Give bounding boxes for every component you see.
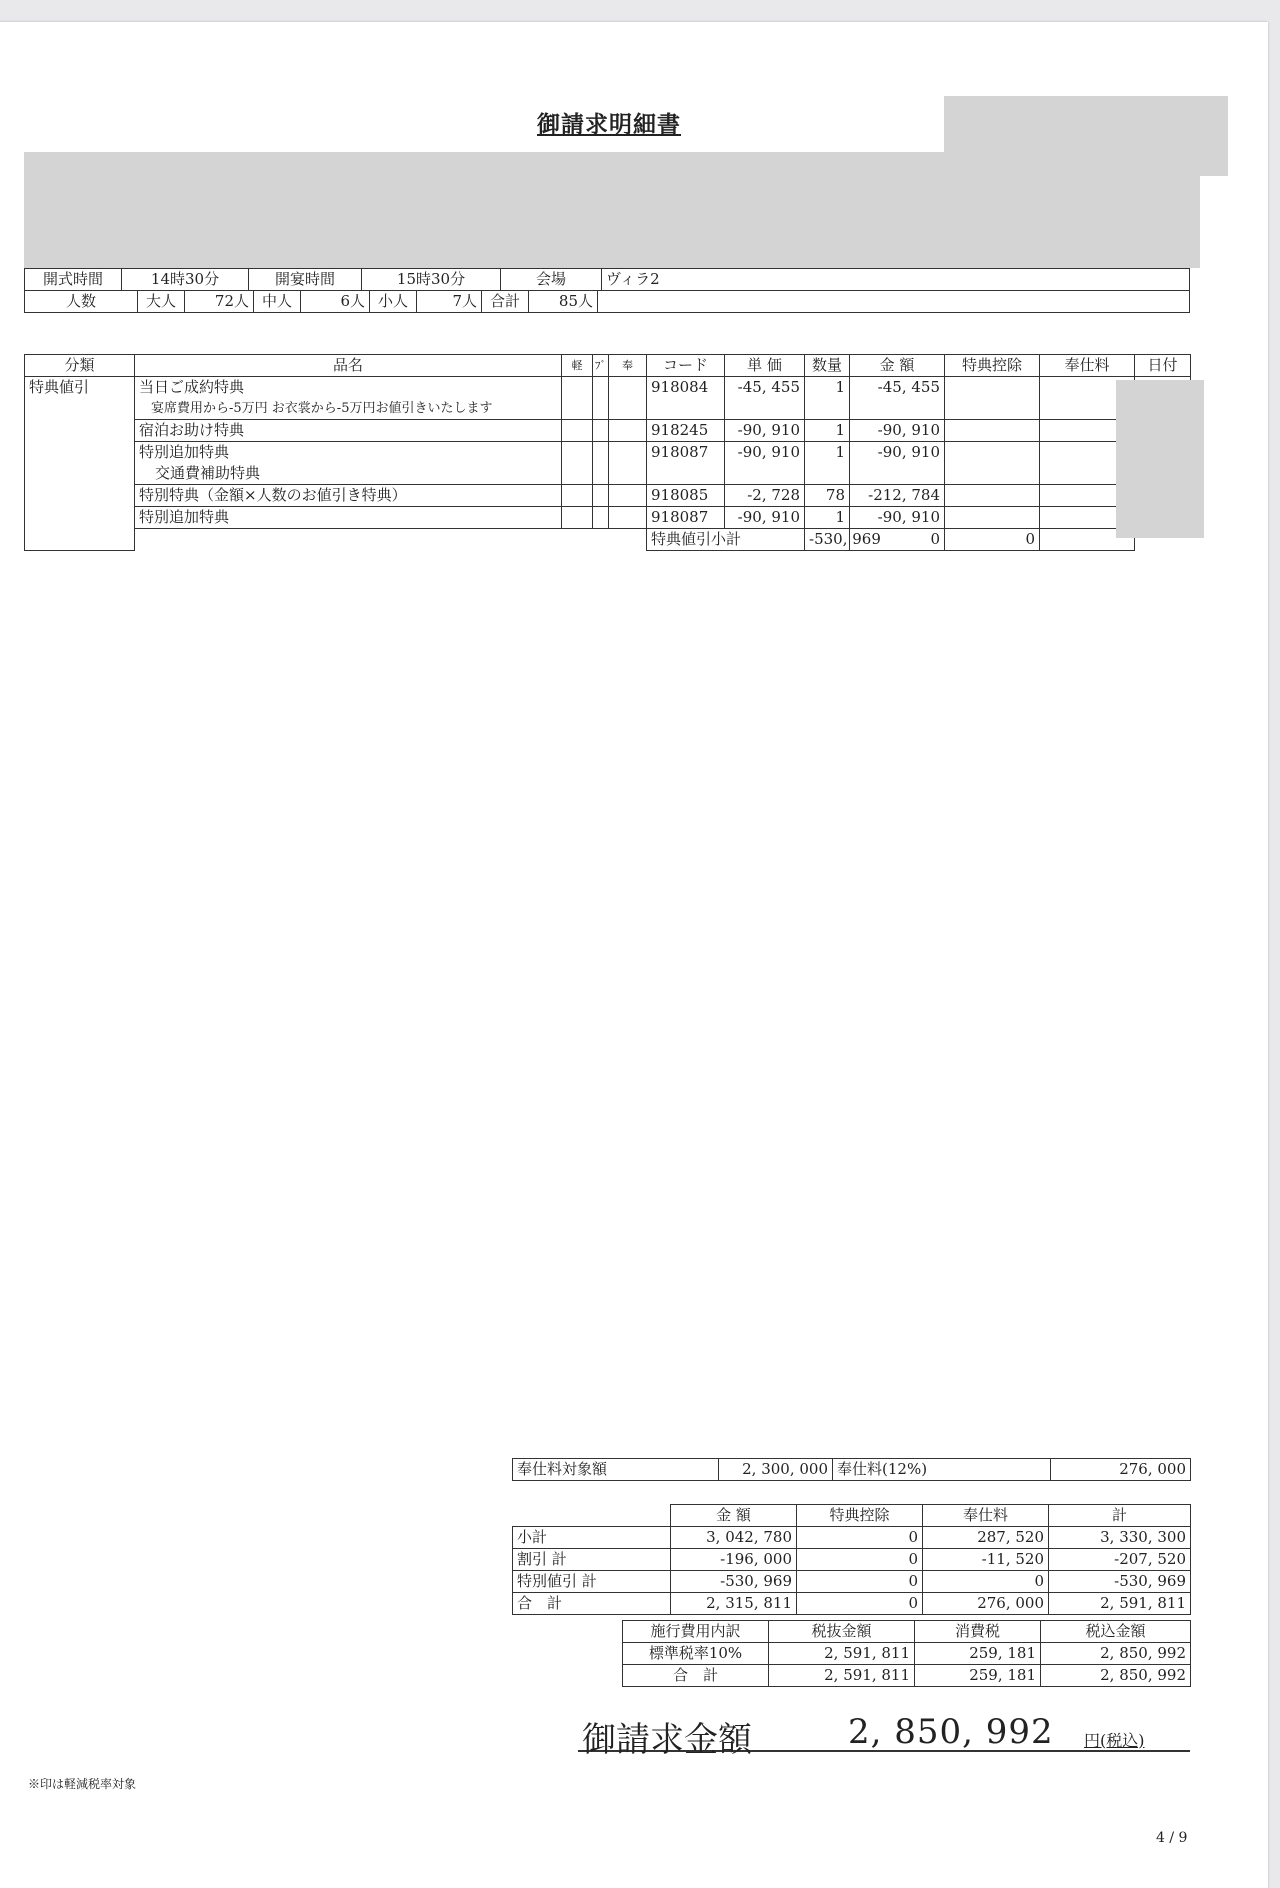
table-row bbox=[25, 485, 1191, 507]
table-row bbox=[513, 1571, 1191, 1593]
item-name: 特別特典（金額×人数のお値引き特典） bbox=[135, 485, 562, 507]
item-qty: 78 bbox=[805, 485, 850, 507]
item-qty: 1 bbox=[805, 507, 850, 529]
people-label: 人数 bbox=[25, 291, 138, 313]
summary-label: 特別値引 計 bbox=[513, 1571, 671, 1593]
item-price: -90, 910 bbox=[725, 442, 805, 485]
middle-label: 中人 bbox=[254, 291, 301, 313]
tax-header-row bbox=[623, 1621, 1191, 1643]
header-date: 日付 bbox=[1135, 355, 1191, 377]
summary-header-service: 奉仕料 bbox=[923, 1505, 1049, 1527]
summary-total: 3, 330, 300 bbox=[1049, 1527, 1191, 1549]
start-time-value: 14時30分 bbox=[122, 269, 249, 291]
table-row bbox=[513, 1549, 1191, 1571]
service-base-value: 2, 300, 000 bbox=[719, 1459, 833, 1481]
summary-label: 小計 bbox=[513, 1527, 671, 1549]
item-price: -90, 910 bbox=[725, 420, 805, 442]
summary-label: 割引 計 bbox=[513, 1549, 671, 1571]
document-title: 御請求明細書 bbox=[537, 111, 681, 138]
subtotal-service: 0 bbox=[945, 529, 1040, 551]
summary-service: 287, 520 bbox=[923, 1527, 1049, 1549]
summary-service: 0 bbox=[923, 1571, 1049, 1593]
item-amount: -90, 910 bbox=[850, 442, 945, 485]
redacted-area bbox=[24, 152, 944, 268]
item-price: -2, 728 bbox=[725, 485, 805, 507]
item-code: 918087 bbox=[647, 507, 725, 529]
summary-table bbox=[512, 1504, 1191, 1615]
header-special: 特典控除 bbox=[945, 355, 1040, 377]
summary-special: 0 bbox=[797, 1571, 923, 1593]
subtotal-label: 特典値引小計 bbox=[647, 529, 805, 551]
grand-total bbox=[578, 1712, 1190, 1760]
people-count-table bbox=[24, 290, 1190, 313]
summary-header-special: 特典控除 bbox=[797, 1505, 923, 1527]
venue-value: ヴィラ2 bbox=[602, 269, 1190, 291]
table-row bbox=[513, 1593, 1191, 1615]
item-qty: 1 bbox=[805, 377, 850, 420]
header-category: 分類 bbox=[25, 355, 135, 377]
item-code: 918085 bbox=[647, 485, 725, 507]
table-row bbox=[25, 507, 1191, 529]
venue-label: 会場 bbox=[501, 269, 602, 291]
summary-label: 合 計 bbox=[513, 1593, 671, 1615]
tax-amount: 259, 181 bbox=[915, 1665, 1041, 1687]
item-code: 918084 bbox=[647, 377, 725, 420]
summary-amount: -196, 000 bbox=[671, 1549, 797, 1571]
subtotal-special: 0 bbox=[850, 529, 945, 551]
header-qty: 数量 bbox=[805, 355, 850, 377]
summary-service: -11, 520 bbox=[923, 1549, 1049, 1571]
header-ryo: ﾌﾞ bbox=[593, 355, 609, 377]
detail-header-row bbox=[25, 355, 1191, 377]
summary-special: 0 bbox=[797, 1593, 923, 1615]
tax-header-pretax: 税抜金額 bbox=[769, 1621, 915, 1643]
event-info-table bbox=[24, 268, 1190, 291]
item-note: 宴席費用から-5万円 お衣裳から-5万円お値引きいたします bbox=[135, 398, 562, 420]
table-row bbox=[513, 1527, 1191, 1549]
tax-header-breakdown: 施行費用内訳 bbox=[623, 1621, 769, 1643]
adult-label: 大人 bbox=[138, 291, 185, 313]
table-row bbox=[623, 1665, 1191, 1687]
service-base-label: 奉仕料対象額 bbox=[513, 1459, 719, 1481]
summary-amount: 3, 042, 780 bbox=[671, 1527, 797, 1549]
empty-cell bbox=[598, 291, 1190, 313]
item-price: -45, 455 bbox=[725, 377, 805, 420]
item-amount: -212, 784 bbox=[850, 485, 945, 507]
item-name: 特別追加特典 bbox=[135, 442, 562, 464]
redacted-area bbox=[1116, 380, 1204, 538]
item-name: 宿泊お助け特典 bbox=[135, 420, 562, 442]
summary-amount: -530, 969 bbox=[671, 1571, 797, 1593]
total-people-label: 合計 bbox=[482, 291, 529, 313]
header-service: 奉仕料 bbox=[1040, 355, 1135, 377]
redacted-area bbox=[944, 176, 1200, 268]
document-page bbox=[0, 22, 1268, 1888]
category-cell: 特典値引 bbox=[25, 377, 135, 551]
table-row bbox=[25, 420, 1191, 442]
header-amount: 金 額 bbox=[850, 355, 945, 377]
item-amount: -90, 910 bbox=[850, 507, 945, 529]
grand-total-amount: 2, 850, 992 bbox=[848, 1712, 1054, 1752]
tax-included: 2, 850, 992 bbox=[1041, 1665, 1191, 1687]
grand-total-unit: 円(税込) bbox=[1084, 1731, 1145, 1750]
event-info-row bbox=[25, 269, 1190, 291]
tax-amount: 259, 181 bbox=[915, 1643, 1041, 1665]
detail-subtotal-row bbox=[25, 529, 1191, 551]
page-number: 4 / 9 bbox=[1156, 1830, 1188, 1846]
item-qty: 1 bbox=[805, 442, 850, 485]
item-name: 当日ご成約特典 bbox=[135, 377, 562, 399]
summary-special: 0 bbox=[797, 1549, 923, 1571]
service-rate-value: 276, 000 bbox=[1051, 1459, 1191, 1481]
summary-total: -207, 520 bbox=[1049, 1549, 1191, 1571]
summary-header-row bbox=[513, 1505, 1191, 1527]
tax-label: 合 計 bbox=[623, 1665, 769, 1687]
tax-label: 標準税率10% bbox=[623, 1643, 769, 1665]
child-label: 小人 bbox=[370, 291, 417, 313]
summary-header-total: 計 bbox=[1049, 1505, 1191, 1527]
start-time-label: 開式時間 bbox=[25, 269, 122, 291]
tax-included: 2, 850, 992 bbox=[1041, 1643, 1191, 1665]
item-amount: -90, 910 bbox=[850, 420, 945, 442]
item-note: 交通費補助特典 bbox=[135, 463, 562, 485]
redacted-area bbox=[944, 96, 1228, 176]
subtotal-amount: -530, 969 bbox=[805, 529, 850, 551]
item-code: 918245 bbox=[647, 420, 725, 442]
detail-table bbox=[24, 354, 1191, 551]
table-row bbox=[623, 1643, 1191, 1665]
service-rate-label: 奉仕料(12%) bbox=[833, 1459, 1051, 1481]
summary-service: 276, 000 bbox=[923, 1593, 1049, 1615]
service-charge-table bbox=[512, 1458, 1191, 1481]
table-row bbox=[25, 442, 1191, 464]
item-code: 918087 bbox=[647, 442, 725, 485]
tax-pretax: 2, 591, 811 bbox=[769, 1643, 915, 1665]
people-row bbox=[25, 291, 1190, 313]
service-charge-row bbox=[513, 1459, 1191, 1481]
item-qty: 1 bbox=[805, 420, 850, 442]
child-value: 7人 bbox=[417, 291, 482, 313]
header-unit-price: 単 価 bbox=[725, 355, 805, 377]
grand-total-label: 御請求金額 bbox=[582, 1720, 752, 1760]
adult-value: 72人 bbox=[185, 291, 254, 313]
tax-header-tax: 消費税 bbox=[915, 1621, 1041, 1643]
header-code: コード bbox=[647, 355, 725, 377]
party-time-label: 開宴時間 bbox=[249, 269, 362, 291]
total-people-value: 85人 bbox=[529, 291, 598, 313]
header-item: 品名 bbox=[135, 355, 562, 377]
summary-header-amount: 金 額 bbox=[671, 1505, 797, 1527]
header-hou: 奉 bbox=[609, 355, 647, 377]
header-kei: 軽 bbox=[562, 355, 593, 377]
tax-pretax: 2, 591, 811 bbox=[769, 1665, 915, 1687]
summary-total: 2, 591, 811 bbox=[1049, 1593, 1191, 1615]
middle-value: 6人 bbox=[301, 291, 370, 313]
footnote: ※印は軽減税率対象 bbox=[28, 1777, 137, 1791]
tax-table bbox=[622, 1620, 1191, 1687]
item-price: -90, 910 bbox=[725, 507, 805, 529]
tax-header-included: 税込金額 bbox=[1041, 1621, 1191, 1643]
summary-total: -530, 969 bbox=[1049, 1571, 1191, 1593]
item-amount: -45, 455 bbox=[850, 377, 945, 420]
party-time-value: 15時30分 bbox=[362, 269, 501, 291]
item-name: 特別追加特典 bbox=[135, 507, 562, 529]
table-row bbox=[25, 377, 1191, 399]
summary-special: 0 bbox=[797, 1527, 923, 1549]
summary-amount: 2, 315, 811 bbox=[671, 1593, 797, 1615]
